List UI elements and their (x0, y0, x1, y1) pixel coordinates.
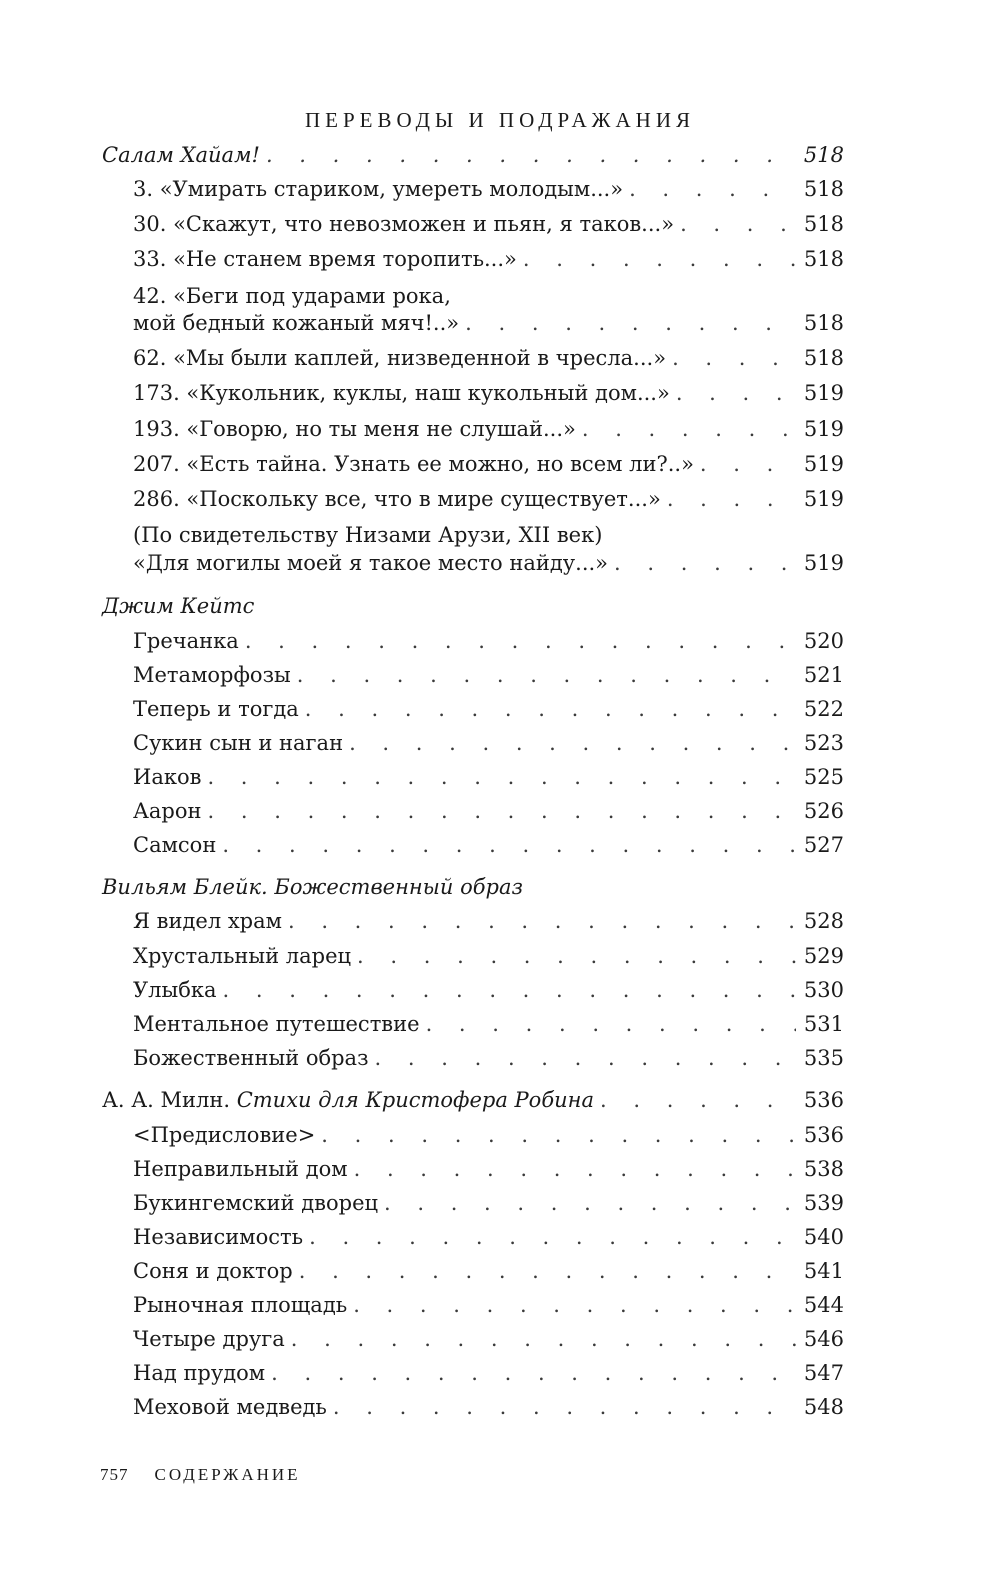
toc-entry[interactable] (133, 1390, 844, 1424)
dot-leader (375, 1041, 796, 1075)
toc-entry-page: 518 (803, 247, 844, 271)
toc-entry-title: Самсон (133, 833, 217, 857)
toc-entry-title (102, 1083, 594, 1117)
dot-leader (266, 138, 796, 172)
toc-section-title: Джим Кейтс (102, 594, 255, 618)
dot-leader (309, 1220, 796, 1254)
dot-leader (582, 412, 796, 446)
dot-leader (297, 658, 796, 692)
toc-entry-title: Божественный образ (133, 1046, 369, 1070)
toc-entry-page: 528 (803, 909, 844, 933)
toc-entry-title: Гречанка (133, 629, 239, 653)
toc-entry-title: «Для могилы моей я такое место найду...» (133, 551, 609, 575)
toc-entry[interactable] (133, 1118, 844, 1152)
page-footer (100, 1465, 301, 1485)
dot-leader (700, 447, 796, 481)
toc-entry-page: 521 (803, 663, 844, 687)
toc-entry-title: Ментальное путешествие (133, 1012, 420, 1036)
toc-entry-title: Четыре друга (133, 1327, 285, 1351)
toc-entry-page: 548 (803, 1395, 844, 1419)
dot-leader (291, 1322, 796, 1356)
toc-entry-title: Рыночная площадь (133, 1293, 348, 1317)
toc-entry[interactable] (133, 1356, 844, 1390)
toc-entry-page: 535 (803, 1046, 844, 1070)
toc-entry-page: 541 (803, 1259, 844, 1283)
toc-entry-page: 518 (803, 177, 844, 201)
toc-entry-page: 539 (803, 1191, 844, 1215)
toc-entry-page: 536 (803, 1088, 844, 1112)
toc-entry[interactable] (133, 1254, 844, 1288)
dot-leader (353, 1288, 796, 1322)
dot-leader (614, 546, 796, 580)
toc-entry-title: Метаморфозы (133, 663, 291, 687)
dot-leader (222, 828, 796, 862)
dot-leader (349, 726, 796, 760)
dot-leader (321, 1118, 796, 1152)
toc-section-entry[interactable] (102, 138, 844, 172)
toc-entry[interactable] (133, 447, 844, 481)
toc-entry-page: 540 (803, 1225, 844, 1249)
dot-leader (288, 904, 796, 938)
toc-section-title: Вильям Блейк. Божественный образ (102, 875, 523, 899)
toc-entry-title: 193. «Говорю, но ты меня не слушай...» (133, 417, 576, 441)
toc-entry[interactable] (133, 1041, 844, 1075)
toc-entry-title: 207. «Есть тайна. Узнать ее можно, но всем ли?..» (133, 452, 694, 476)
dot-leader (223, 973, 796, 1007)
dot-leader (245, 624, 796, 658)
toc-entry[interactable] (133, 760, 844, 794)
toc-entry-title: Я видел храм (133, 909, 282, 933)
toc-entry-title: Букингемский дворец (133, 1191, 378, 1215)
toc-entry[interactable] (133, 412, 844, 446)
toc-entry-title: Теперь и тогда (133, 697, 299, 721)
toc-entry-title-line1: (По свидетельству Низами Арузи, XII век) (133, 523, 603, 547)
toc-entry-title-line1: 42. «Беги под ударами рока, (133, 284, 451, 308)
toc-entry-title: мой бедный кожаный мяч!..» (133, 311, 460, 335)
toc-entry[interactable] (133, 692, 844, 726)
toc-entry-page: 529 (803, 944, 844, 968)
toc-entry-title: 33. «Не станем время торопить...» (133, 247, 517, 271)
toc-entry-title: Неправильный дом (133, 1157, 348, 1181)
toc-entry[interactable] (133, 207, 844, 241)
dot-leader (523, 242, 796, 276)
toc-entry-page: 525 (803, 765, 844, 789)
dot-leader (305, 692, 796, 726)
toc-entry[interactable] (133, 1186, 844, 1220)
toc-entry-title: Соня и доктор (133, 1259, 293, 1283)
toc-entry[interactable] (133, 1288, 844, 1322)
toc-entry-title: 3. «Умирать стариком, умереть молодым...» (133, 177, 624, 201)
toc-entry[interactable] (133, 1322, 844, 1356)
toc-entry-page: 544 (803, 1293, 844, 1317)
toc-entry-title: 30. «Скажут, что невозможен и пьян, я таков...» (133, 212, 675, 236)
toc-entry[interactable] (133, 973, 844, 1007)
page-number: 757 (100, 1465, 129, 1484)
toc-entry[interactable] (133, 1007, 844, 1041)
toc-entry-title: Улыбка (133, 978, 217, 1002)
toc-entry-page: 523 (803, 731, 844, 755)
dot-leader (207, 760, 795, 794)
toc-entry[interactable] (133, 306, 844, 340)
toc-entry[interactable] (133, 546, 844, 580)
toc-entry[interactable] (133, 242, 844, 276)
toc-entry[interactable] (133, 658, 844, 692)
toc-entry-page: 530 (803, 978, 844, 1002)
toc-entry[interactable] (133, 1152, 844, 1186)
toc-entry-title: Салам Хайам! (102, 143, 260, 167)
toc-entry[interactable] (133, 794, 844, 828)
dot-leader (465, 306, 796, 340)
dot-leader (299, 1254, 796, 1288)
dot-leader (271, 1356, 796, 1390)
toc-section-heading (102, 589, 844, 623)
collection-title: Стихи для Кристофера Робина (236, 1088, 595, 1112)
dot-leader (600, 1083, 796, 1117)
toc-entry-page: 536 (803, 1123, 844, 1147)
dot-leader (667, 482, 796, 516)
toc-entry[interactable] (133, 624, 844, 658)
dot-leader (676, 376, 796, 410)
dot-leader (426, 1007, 796, 1041)
toc-entry-page: 520 (803, 629, 844, 653)
toc-entry-page: 538 (803, 1157, 844, 1181)
section-heading: ПЕРЕВОДЫ И ПОДРАЖАНИЯ (304, 108, 696, 132)
toc-entry-page: 519 (803, 381, 844, 405)
toc-entry-page: 546 (803, 1327, 844, 1351)
toc-entry-page: 527 (803, 833, 844, 857)
dot-leader (672, 341, 796, 375)
dot-leader (208, 794, 796, 828)
toc-entry[interactable] (133, 341, 844, 375)
dot-leader (357, 939, 796, 973)
toc-entry-page: 518 (803, 212, 844, 236)
dot-leader (384, 1186, 796, 1220)
toc-entry[interactable] (133, 172, 844, 206)
toc-entry-title: Хрустальный ларец (133, 944, 352, 968)
toc-entry-page: 531 (803, 1012, 844, 1036)
toc-entry[interactable] (133, 726, 844, 760)
toc-entry-title: 173. «Кукольник, куклы, наш кукольный дом...» (133, 381, 670, 405)
toc-entry-title: <Предисловие> (133, 1123, 316, 1147)
toc-entry-title: 62. «Мы были каплей, низведенной в чресла...» (133, 346, 667, 370)
toc-entry-page: 518 (803, 143, 844, 167)
dot-leader (333, 1390, 796, 1424)
toc-entry[interactable] (133, 828, 844, 862)
toc-entry-page: 526 (803, 799, 844, 823)
toc-entry-title: Иаков (133, 765, 202, 789)
toc-entry-page: 519 (803, 417, 844, 441)
toc-entry-page: 547 (803, 1361, 844, 1385)
toc-entry-page: 519 (803, 551, 844, 575)
author-name: А. А. Милн. (102, 1088, 237, 1112)
toc-entry[interactable] (133, 939, 844, 973)
toc-section-entry[interactable] (102, 1083, 844, 1117)
toc-entry[interactable] (133, 904, 844, 938)
toc-entry-page: 518 (803, 311, 844, 335)
toc-entry-title: Аарон (133, 799, 202, 823)
dot-leader (354, 1152, 796, 1186)
toc-entry-title: 286. «Поскольку все, что в мире существует...» (133, 487, 661, 511)
toc-entry-title: Независимость (133, 1225, 304, 1249)
toc-entry[interactable] (133, 376, 844, 410)
running-title: СОДЕРЖАНИЕ (154, 1465, 301, 1484)
toc-section-heading (102, 870, 844, 904)
toc-entry-page: 522 (803, 697, 844, 721)
toc-entry-title: Над прудом (133, 1361, 266, 1385)
toc-entry-title: Сукин сын и наган (133, 731, 344, 755)
toc-entry[interactable] (133, 482, 844, 516)
dot-leader (680, 207, 796, 241)
dot-leader (629, 172, 796, 206)
toc-entry[interactable] (133, 1220, 844, 1254)
toc-entry-page: 519 (803, 487, 844, 511)
toc-entry-page: 519 (803, 452, 844, 476)
toc-entry-title: Меховой медведь (133, 1395, 327, 1419)
toc-entry-page: 518 (803, 346, 844, 370)
